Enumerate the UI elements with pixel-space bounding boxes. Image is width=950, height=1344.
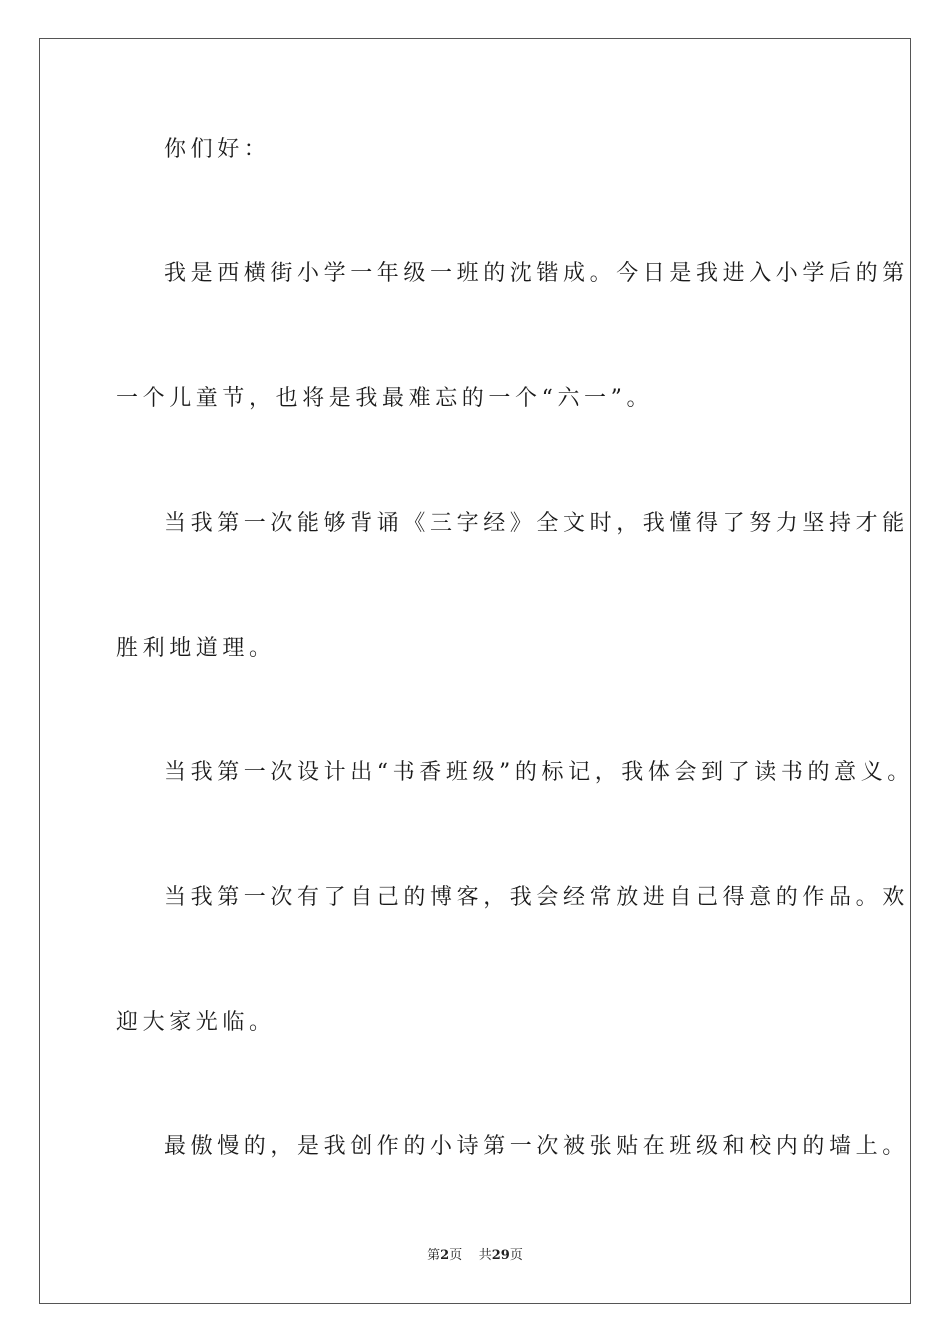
paragraph-3-line-1: 当我第一次设计出“书香班级”的标记，我体会到了读书的意义。 xyxy=(164,760,914,785)
greeting-line: 你们好： xyxy=(164,137,271,162)
paragraph-1-line-1: 我是西横街小学一年级一班的沈锴成。今日是我进入小学后的第 xyxy=(164,261,909,286)
footer-page-suffix: 页 xyxy=(449,1248,463,1263)
paragraph-5-line-1: 最傲慢的，是我创作的小诗第一次被张贴在班级和校内的墙上。 xyxy=(164,1134,909,1159)
footer-page-prefix: 第 xyxy=(427,1248,441,1263)
page-frame xyxy=(39,38,914,1304)
page-footer xyxy=(0,1247,950,1265)
footer-total-suffix: 页 xyxy=(509,1248,523,1263)
paragraph-1-line-2: 一个儿童节，也将是我最难忘的一个“六一”。 xyxy=(116,386,654,411)
paragraph-4-line-2: 迎大家光临。 xyxy=(116,1010,276,1035)
paragraph-4-line-1: 当我第一次有了自己的博客，我会经常放进自己得意的作品。欢 xyxy=(164,885,909,910)
footer-page-number: 2 xyxy=(440,1248,450,1263)
footer-total-pages: 29 xyxy=(491,1248,510,1263)
footer-total-prefix: 共 xyxy=(478,1248,492,1263)
paragraph-2-line-2: 胜利地道理。 xyxy=(116,636,276,661)
paragraph-2-line-1: 当我第一次能够背诵《三字经》全文时，我懂得了努力坚持才能 xyxy=(164,511,909,536)
